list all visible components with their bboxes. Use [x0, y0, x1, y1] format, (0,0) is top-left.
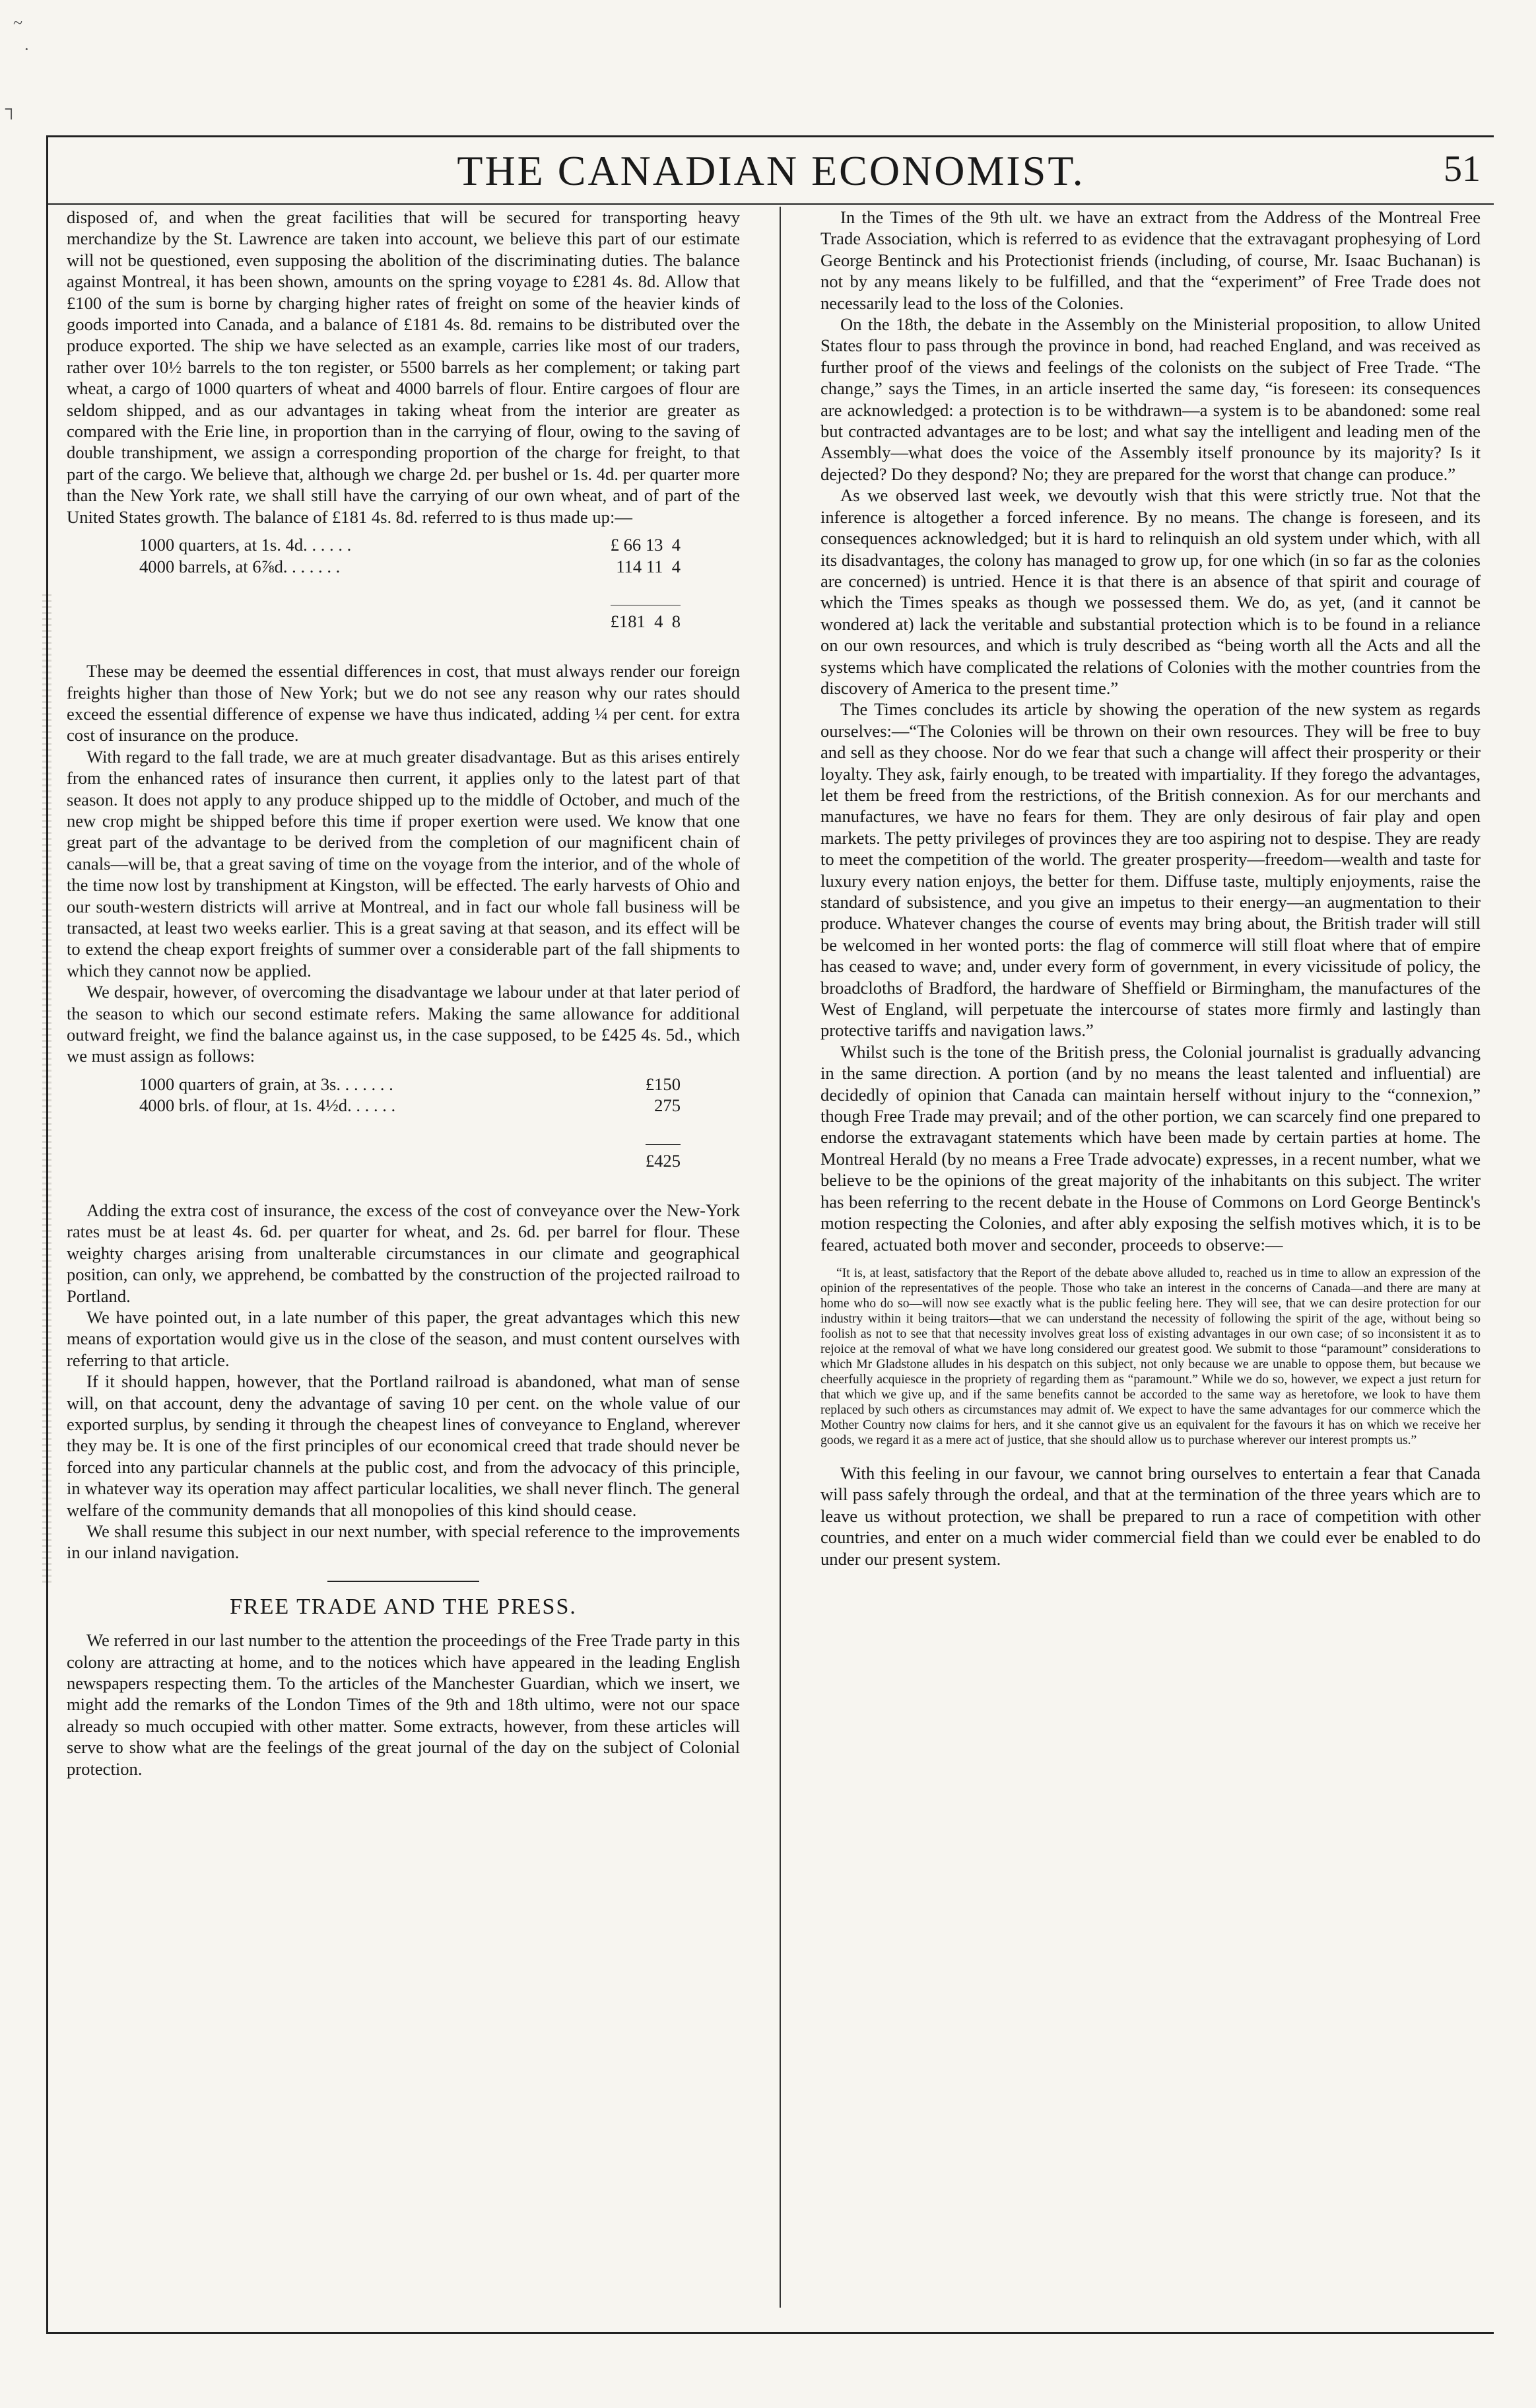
paragraph: With regard to the fall trade, we are at much greater disadvantage. But as this arises entirely from the enhanced rates of insurance then current, it applies only to the latest part of that season. It does not apply to any produce shipped up to the middle of October, and much of the new crop might be shipped before this time if proper exertion were used. We know that one great part of the advantage to be derived from the completion of our magnificent chain of canals—will be, that a great saving of time on the voyage from the interior, and of the whole of the time now lost by transhipment at Kingston, will be effected. The early harvests of Ohio and our south-western districts will arrive at Montreal, and in fact our whole fall business will be transacted, at least two weeks earlier. This is a great saving at that season, and its effect will be to extend the cheap export freights of summer over a considerable part of the fall shipments to which they cannot now be applied. [67, 746, 740, 980]
row-label: 1000 quarters, at 1s. 4d. . . . . . [139, 535, 352, 555]
page-number: 51 [1444, 149, 1481, 189]
margin-scan-marks: ~ · ┐ [5, 13, 30, 118]
table-row [139, 556, 681, 577]
paragraph: Adding the extra cost of insurance, the excess of the cost of conveyance over the New-York rates must be at least 4s. 6d. per quarter for wheat, and 2s. 6d. per barrel for flour. These weighty charges arising from unalterable circumstances in our climate and geographical position, can only, we apprehend, be combatted by the construction of the projected railroad to Portland. [67, 1200, 740, 1306]
column-divider [780, 207, 781, 2308]
table-row [139, 534, 681, 555]
row-amount: £150 [645, 1074, 681, 1094]
fall-balance-table [139, 1074, 740, 1193]
paragraph: We referred in our last number to the attention the proceedings of the Free Trade party in this colony are attracting at home, and to the notices which have appeared in the leading English newspapers respecting them. To the articles of the Manchester Guardian, which we insert, we might add the remarks of the London Times of the 9th and 18th ultimo, were not our space already so much occupied with other matter. Some extracts, however, from these articles will serve to show what are the feelings of the great journal of the day on the subject of Colonial protection. [67, 1630, 740, 1779]
publication-title: THE CANADIAN ECONOMIST. [457, 147, 1085, 194]
right-column [820, 207, 1481, 2308]
paragraph: We despair, however, of overcoming the disadvantage we labour under at that later period of the season to which our second estimate refers. Making the same allowance for additional outward freight, we find the balance against us, in the case supposed, to be £425 4s. 5d., which we must assign as follows: [67, 982, 740, 1066]
paragraph: As we observed last week, we devoutly wish that this were strictly true. Not that the inference is altogether a forced inference. By no means. The change is foreseen, and its consequences acknowledged; but it is hard to relinquish an old system under which, with all its disadvantages, the colony has managed to grow up, for one which (in so far as the colonies are concerned) is untried. Hence it is that there is an absence of that spirit and courage of which the Times speaks as though we possessed them. We do, as yet, (and it cannot be wondered at) lack the veritable and substantial protection which is to be found in a reliance on our own resources, and which is truly described as “being worth all the Acts and all the systems which have complicated the relations of Colonies with the mother countries from the discovery of America to the present time.” [820, 485, 1481, 698]
row-label: 4000 barrels, at 6⅞d. . . . . . . [139, 556, 341, 576]
table-total-row [139, 577, 681, 654]
paragraph: If it should happen, however, that the Portland railroad is abandoned, what man of sense will, on that account, deny the advantage of saving 10 per cent. on the whole value of our exported surplus, by sending it through the cheapest lines of conveyance to England, wherever they may be. It is one of the first principles of our economical creed that trade should never be forced into any particular channels at the public cost, and from the advocacy of this principle, in whatever way its operation may affect particular localities, we shall never flinch. The general welfare of the community demands that all monopolies of this kind should cease. [67, 1371, 740, 1520]
section-heading: FREE TRADE AND THE PRESS. [230, 1594, 577, 1619]
paragraph: In the Times of the 9th ult. we have an extract from the Address of the Montreal Free Trade Association, which is referred to as evidence that the extravagant prophesying of Lord George Bentinck and his Protectionist friends (including, of course, Mr. Isaac Buchanan) is not by any means likely to be fulfilled, and that the “experiment” of Free Trade does not necessarily lead to the loss of the Colonies. [820, 207, 1481, 313]
row-amount: 275 [654, 1095, 681, 1116]
table-total: £181 4 8 [611, 605, 681, 632]
section-divider [327, 1581, 479, 1582]
row-amount: 114 11 4 [616, 556, 681, 576]
bottom-rule [48, 2332, 1494, 2334]
row-label: 4000 brls. of flour, at 1s. 4½d. . . . . . [139, 1095, 396, 1116]
left-column [67, 207, 740, 2308]
paragraph: We shall resume this subject in our next number, with special reference to the improvements in our inland navigation. [67, 1521, 740, 1563]
row-amount: £ 66 13 4 [610, 535, 681, 555]
row-label: 1000 quarters of grain, at 3s. . . . . . . [139, 1074, 393, 1094]
table-total: £425 [646, 1144, 681, 1171]
paragraph: Whilst such is the tone of the British press, the Colonial journalist is gradually advancing in the same direction. A portion (and by no means the least talented and influential) are decidedly of opinion that Canada can maintain herself without injury to the “connexion,” though Free Trade may prevail; and of the other portion, we can scarcely find one prepared to endorse the extravagant statements which have been made by certain parties at home. The Montreal Herald (by no means a Free Trade advocate) expresses, in a recent number, what we believe to be the opinions of the great majority of the inhabitants on this subject. The writer has been referring to the recent debate in the House of Commons on Lord George Bentinck's motion respecting the Colonies, and after ably exposing the selfish motives which, it is to be feared, actuated both mover and seconder, proceeds to observe:— [820, 1041, 1481, 1255]
paragraph: On the 18th, the debate in the Assembly on the Ministerial proposition, to allow United States flour to pass through the province in bond, had reached England, and was received as further proof of the views and feelings of the colonists on the subject of Free Trade. “The change,” says the Times, in an article inserted the same day, “is foreseen: its consequences are acknowledged: a protection is to be withdrawn—a system is to be abandoned: some real but contracted advantages are to be lost; and what say the intelligent and leading men of the Assembly—what does the voice of the Assembly itself pronounce by its majority? Is it dejected? Do they despond? No; they are prepared for the worst that change can produce.” [820, 314, 1481, 484]
paragraph: These may be deemed the essential differences in cost, that must always render our foreign freights higher than those of New York; but we do not see any reason why our rates should exceed the essential difference of expense we have thus indicated, adding ¼ per cent. for extra cost of insurance on the produce. [67, 661, 740, 745]
page-header [48, 135, 1494, 205]
table-row [139, 1074, 681, 1095]
table-row [139, 1095, 681, 1116]
block-quote: “It is, at least, satisfactory that the Report of the debate above alluded to, reached us in time to allow an expression of the opinion of the representatives of the people. Those who take an interest in the concerns of Canada—and there are many at home who do so—will now see exactly what is the public feeling here. They will see, that we can desire protection for our industry within it being traitors—that we can understand the necessity of following the spirit of the age, without being so foolish as not to see that that necessity involves great loss of existing advantages in our own case; of so inconsistent it as to rejoice at the removal of what we have long considered our greatest good. We submit to those “paramount” considerations to which Mr Gladstone alludes in his despatch on this subject, not only because we are unable to oppose them, but because we cheerfully acquiesce in the propriety of regarding them as “paramount.” While we do so, however, we expect a just return for that which we give up, and if the same benefits cannot be accorded to the same way as heretofore, we look to have them replaced by such others as circumstances may admit of. We expect to have the same advantages for our commerce which the Mother Country now claims for hers, and it she cannot give us an equivalent for the favours it has on which we receive her goods, we regard it as a mere act of justice, that she should allow us to purchase wherever our interest prompts us.” [820, 1266, 1481, 1447]
paragraph: We have pointed out, in a late number of this paper, the great advantages which this new means of exportation would give us in the close of the season, and must content ourselves with referring to that article. [67, 1307, 740, 1370]
paragraph: With this feeling in our favour, we cannot bring ourselves to entertain a fear that Canada will pass safely through the ordeal, and that at the termination of the three years which are to leave us without protection, we shall be prepared to run a race of competition with other countries, and enter on a much wider commercial field than we could ever be enabled to do under our present system. [820, 1462, 1481, 1569]
freight-balance-table [139, 534, 740, 654]
paragraph: The Times concludes its article by showing the operation of the new system as regards ourselves:—“The Colonies will be thrown on their own resources. They will be free to buy and sell as they choose. Nor do we fear that such a change will affect their prosperity or their loyalty. They ask, fairly enough, to be treated with impartiality. If they forego the advantages, let them be freed from the restrictions, of the British connexion. As for our merchants and manufactures, we have no fears for them. They are only desirous of fair play and open markets. The petty privileges of provinces they are too aspiring not to despise. They are ready to meet the competition of the world. The greater prosperity—freedom—wealth and taste for luxury every nation enjoys, the better for them. Diffuse taste, multiply enjoyments, raise the standard of subsistence, and you give an impetus to their energy—an augmentation to their produce. Whatever changes the course of events may bring about, the British trader will still be welcomed in her wonted ports: the flag of commerce will still float where that of empire has ceased to wave; and, under every form of government, in every vicissitude of policy, the broadcloths of Bradford, the hardware of Sheffield or Birmingham, the manufactures of the West of England, will perpetuate the intercourse of states more firmly and lastingly than protective tariffs and navigation laws.” [820, 699, 1481, 1041]
table-total-row [139, 1117, 681, 1193]
section-heading-block [67, 1581, 740, 1618]
newspaper-page [46, 135, 1494, 2334]
paragraph: disposed of, and when the great facilities that will be secured for transporting heavy merchandize by the St. Lawrence are taken into account, we believe this part of our estimate will not be questioned, even supposing the abolition of the discriminating duties. The balance against Montreal, it has been shown, amounts on the spring voyage to £281 4s. 8d. Allow that £100 of the sum is borne by charging higher rates of freight on some of the heavier kinds of goods imported into Canada, and a balance of £181 4s. 8d. remains to be distributed over the produce exported. The ship we have selected as an example, carries like most of our traders, rather over 10½ barrels to the ton register, or 5500 barrels as her complement; or taking part wheat, a cargo of 1000 quarters of wheat and 4000 barrels of flour. Entire cargoes of flour are seldom shipped, and as our advantages in taking wheat from the interior are greater as compared with the Erie line, in proportion than in the carrying of flour, owing to the saving of double transhipment, we assign a corresponding proportion of the charge for freight, to that part of the cargo. We believe that, although we charge 2d. per bushel or 1s. 4d. per quarter more than the New York rate, we shall still have the carrying of our own wheat, and of part of the United States growth. The balance of £181 4s. 8d. referred to is thus made up:— [67, 207, 740, 527]
